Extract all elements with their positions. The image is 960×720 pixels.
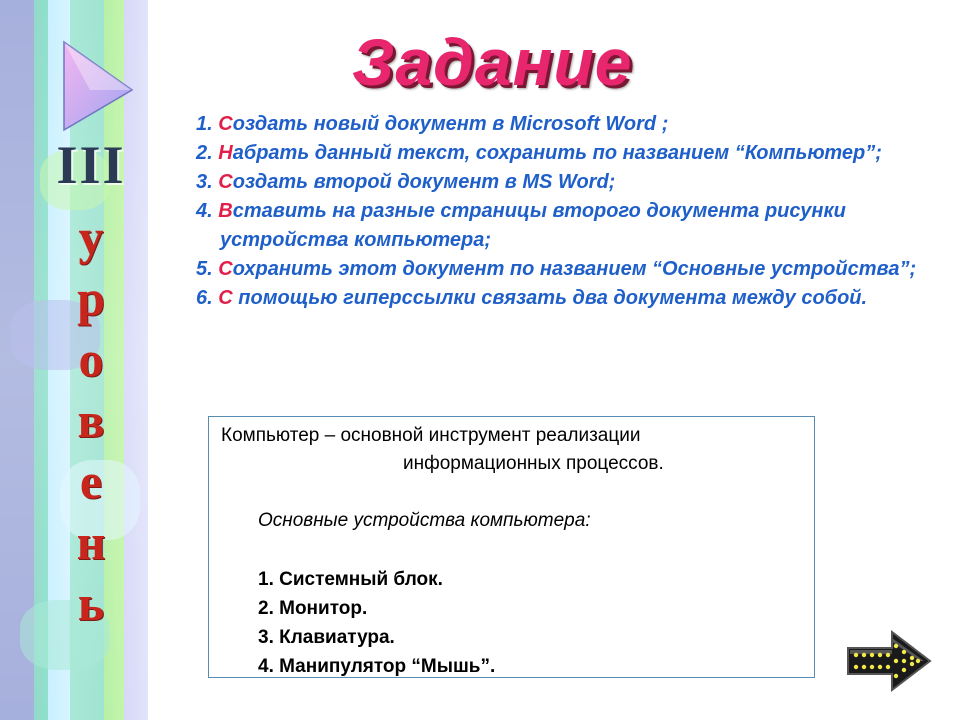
task-text: абрать данный текст, сохранить по названием “Компьютер”; <box>232 142 882 164</box>
task-initial: С <box>218 287 233 309</box>
document-sample-box <box>208 416 815 678</box>
document-subheading: Основные устройства компьютера: <box>258 510 591 531</box>
task-item <box>196 168 936 197</box>
task-number: 3. <box>196 171 213 193</box>
task-number: 6. <box>196 287 213 309</box>
task-initial: Н <box>218 142 233 164</box>
level-letter: у <box>78 209 104 265</box>
task-number: 1. <box>196 113 213 135</box>
next-arrow-icon[interactable] <box>844 628 934 694</box>
task-text: помощью гиперссылки связать два документа между собой. <box>232 287 868 309</box>
level-letter: ь <box>77 575 105 631</box>
device-item: 1. Системный блок. <box>258 569 443 590</box>
device-item: 2. Монитор. <box>258 598 368 619</box>
document-heading-line: Компьютер – основной инструмент реализации <box>221 425 641 446</box>
task-text: оздать новый документ в Microsoft Word ; <box>232 113 669 135</box>
device-item: 4. Манипулятор “Мышь”. <box>258 656 496 677</box>
task-number: 4. <box>196 200 213 222</box>
task-item <box>196 110 936 139</box>
slide-title: Задание <box>352 25 633 99</box>
task-initial: С <box>218 258 233 280</box>
task-item <box>196 284 936 313</box>
document-heading-line: информационных процессов. <box>403 453 664 474</box>
level-sidebar <box>0 0 148 720</box>
task-item <box>196 255 936 284</box>
level-number: III <box>56 135 126 195</box>
level-letter: р <box>77 270 105 326</box>
task-item <box>196 139 936 168</box>
level-letter: е <box>79 453 103 509</box>
task-initial: С <box>218 113 233 135</box>
level-letter: н <box>76 514 106 570</box>
task-text: ставить на разные страницы второго документа рисунки устройства компьютера; <box>220 200 846 251</box>
level-letter: в <box>77 392 105 448</box>
play-triangle-icon <box>60 40 136 132</box>
task-initial: В <box>218 200 233 222</box>
device-list <box>258 565 495 681</box>
task-text: охранить этот документ по названием “Основные устройства”; <box>232 258 917 280</box>
level-letter: о <box>78 331 104 387</box>
task-initial: С <box>218 171 233 193</box>
task-item <box>196 197 936 255</box>
task-list <box>196 110 936 313</box>
task-text: оздать второй документ в MS Word; <box>232 171 616 193</box>
task-number: 2. <box>196 142 213 164</box>
device-item: 3. Клавиатура. <box>258 627 395 648</box>
task-number: 5. <box>196 258 213 280</box>
